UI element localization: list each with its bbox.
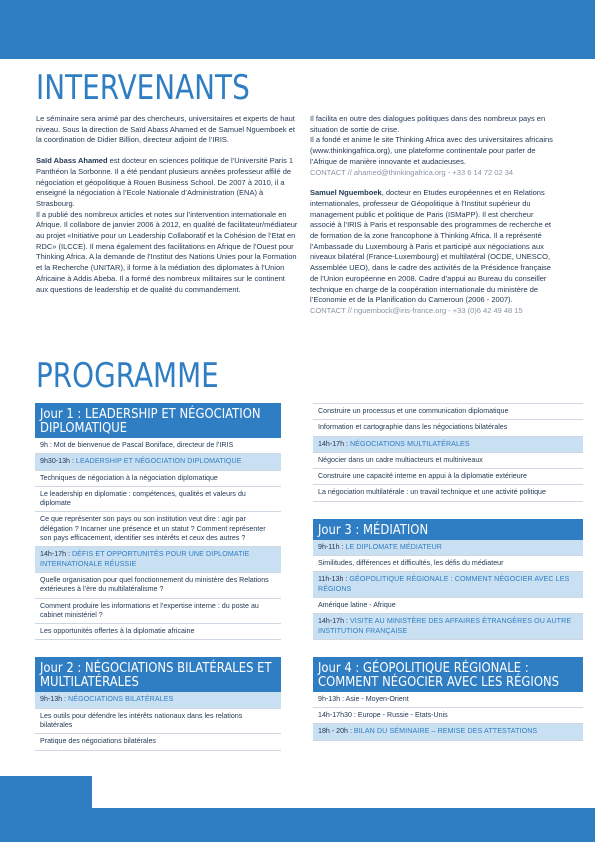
- session-title: LE DIPLOMATE MÉDIATEUR: [345, 542, 443, 551]
- paragraph: [310, 135, 560, 167]
- footer-strip: [0, 776, 92, 808]
- day-spacer: [313, 640, 583, 657]
- programme-row: [313, 469, 583, 485]
- row-text: Négocier dans un cadre multiacteurs et multiniveaux: [318, 455, 483, 464]
- session-title: GÉOPOLITIQUE RÉGIONALE : COMMENT NÉGOCIER AVEC LES RÉGIONS: [318, 575, 570, 593]
- day-block: [313, 519, 583, 640]
- paragraph: [310, 114, 560, 135]
- paragraph-gap: [36, 146, 298, 156]
- programme-row: [35, 599, 281, 625]
- day-header: [35, 657, 281, 692]
- row-text: 9h : Mot de bienvenue de Pascal Boniface, directeur de l’IRIS: [40, 441, 234, 449]
- programme-row: [35, 512, 281, 547]
- day-header: [313, 519, 583, 540]
- session-title: BILAN DU SÉMINAIRE – REMISE DES ATTESTATIONS: [353, 727, 538, 736]
- contact-line: CONTACT // nguembock@iris-france.org - +33 (0)6 42 49 48 15: [310, 305, 523, 315]
- day-title: Jour 3 : MÉDIATION: [318, 521, 429, 538]
- contact-line: CONTACT // ahamed@thinkingafrica.org - +33 6 14 72 02 34: [310, 167, 514, 177]
- session-row: [313, 614, 583, 640]
- day-spacer: [313, 502, 583, 519]
- programme-row: [313, 453, 583, 469]
- row-text: Techniques de négociation à la négociation diplomatique: [40, 473, 218, 482]
- programme-row: [313, 708, 583, 724]
- row-text: 14h-17h30 : Europe - Russie - Etats-Unis: [318, 711, 448, 720]
- paragraph-gap: [310, 178, 560, 188]
- programme-row: [35, 709, 281, 735]
- row-text: La négociation multilatérale : un travail technique et une activité politique: [318, 488, 546, 497]
- row-text: Quelle organisation pour quel fonctionnement du ministère des Relations extérieures à l’ère du multilatéralisme ?: [40, 575, 269, 594]
- row-text: Pratique des négociations bilatérales: [40, 737, 156, 746]
- paragraph-text: Il a fondé et anime le site Thinking Africa avec des universitaires africains (www.thinkingafrica.org), une plateforme continentale pour parler de l’Afrique de manière innovante et audacieuses.: [310, 135, 553, 166]
- paragraph-text: Le séminaire sera animé par des chercheurs, universitaires et experts de haut niveau. Sous la direction de Saïd Abass Ahamed et de Samuel Nguemboek et la coordination de Didier Billion, directeur adjoint de l’IRIS.: [36, 114, 295, 145]
- session-time: 18h - 20h :: [318, 727, 354, 736]
- session-time: 9h30-13h :: [40, 457, 76, 466]
- row-text: Ce que représenter son pays ou son institution veut dire : agir par délégation ? Incarner une présence et un statut ? Comment représenter son pays efficacement, identifier ses intérêts et ceux des autres ?: [40, 515, 266, 543]
- programme-row: [313, 420, 583, 436]
- session-title: NÉGOCIATIONS BILATÉRALES: [68, 695, 174, 704]
- programme-right-column: [313, 403, 583, 741]
- row-text: Construire un processus et une communication diplomatique: [318, 407, 509, 415]
- session-time: 9h-13h :: [40, 695, 69, 704]
- day-block: [35, 657, 281, 750]
- programme-left-column: [35, 403, 281, 751]
- row-text: Les outils pour défendre les intérêts nationaux dans les relations bilatérales: [40, 711, 243, 730]
- programme-row: [35, 487, 281, 513]
- row-text: Comment produire les informations et l’expertise interne : du poste au cabinet ministériel ?: [40, 601, 259, 619]
- session-row: [313, 437, 583, 453]
- speaker-name: Samuel Nguemboek: [310, 188, 382, 198]
- paragraph: [36, 156, 298, 210]
- programme-row: [313, 692, 583, 708]
- paragraph-text: , docteur en Etudes européennes et en Relations internationales, professeur de Géopolitique à l’Institut supérieur du management public et politique de Paris (ISMaPP). Il est chercheur associé à l’IRIS à Paris et responsable des programmes de recherche et de formation de la zone francophone à Thinking Africa. Il a représenté l’Ambassade du Luxembourg à Paris et participé aux négociations aux niveaux bilatéral (France-Luxembourg) et multilatéral (OCDE, UNESCO, Assemblée UEO), dans le cadre des activités de la Présidence française de l’Union européenne en 2008. Cadre d’appui au Bureau du conseiller technique en charge de la coopération internationale du ministère de l’Economie et de la Planification du Cameroun (2006 - 2007).: [310, 188, 551, 305]
- row-text: Similitudes, différences et difficultés, les défis du médiateur: [318, 559, 504, 568]
- day-block: [313, 657, 583, 741]
- session-row: [35, 547, 281, 573]
- row-text: Construire une capacité interne en appui à la diplomatie extérieure: [318, 472, 527, 481]
- session-row: [35, 692, 281, 708]
- day-title: Jour 4 : GÉOPOLITIQUE RÉGIONALE : COMMENT NÉGOCIER AVEC LES RÉGIONS: [318, 659, 560, 690]
- row-text: Amérique latine - Afrique: [318, 600, 396, 609]
- intervenants-left-column: [36, 114, 298, 295]
- session-title: DÉFIS ET OPPORTUNITÉS POUR UNE DIPLOMATIE INTERNATIONALE RÉUSSIE: [40, 550, 250, 568]
- intervenants-right-column: [310, 114, 560, 317]
- programme-row: [35, 734, 281, 750]
- session-title: VISITE AU MINISTÈRE DES AFFAIRES ÉTRANGÈRES OU AUTRE INSTITUTION FRANÇAISE: [318, 617, 572, 635]
- row-text: 9h-13h : Asie - Moyen-Orient: [318, 694, 409, 703]
- paragraph: [36, 210, 298, 296]
- paragraph: [310, 188, 560, 306]
- session-title: LEADERSHIP ET NÉGOCIATION DIPLOMATIQUE: [75, 457, 242, 466]
- session-row: [35, 454, 281, 470]
- day-title: Jour 1 : LEADERSHIP ET NÉGOCIATION DIPLOMATIQUE: [40, 406, 261, 436]
- programme-row: [313, 598, 583, 614]
- footer-band: [0, 808, 595, 842]
- paragraph-text: Il facilita en outre des dialogues politiques dans des nombreux pays en situation de sortie de crise.: [310, 114, 546, 134]
- session-row: [313, 724, 583, 740]
- paragraph: [36, 114, 298, 146]
- day-block: [35, 403, 281, 640]
- session-row: [313, 540, 583, 556]
- paragraph-text: est docteur en sciences politique de l’Université Paris 1 Panthéon la Sorbonne. Il a été pendant plusieurs années professeur affilé de négociation et géopolitique à Rouen Business School. De 2007 à 2010, il a enseigné la négociation à l’Ecole Nationale d’Administration (ENA) à Strasbourg.: [36, 156, 294, 208]
- programme-row: [35, 471, 281, 487]
- day-header: [313, 657, 583, 692]
- programme-row: [313, 485, 583, 501]
- programme-row: [35, 624, 281, 640]
- day-2-continued: [313, 403, 583, 502]
- session-time: 14h-17h :: [318, 439, 350, 448]
- section-title-intervenants: INTERVENANTS: [36, 68, 250, 108]
- programme-row: [35, 573, 281, 599]
- day-spacer: [35, 640, 281, 657]
- row-text: Le leadership en diplomatie : compétences, qualités et valeurs du diplomate: [40, 489, 246, 508]
- session-title: NÉGOCIATIONS MULTILATÉRALES: [349, 439, 470, 448]
- header-band: [0, 0, 595, 59]
- programme-row: [313, 556, 583, 572]
- day-header: [35, 403, 281, 438]
- session-time: 11h-13h :: [318, 575, 350, 584]
- speaker-name: Saïd Abass Ahamed: [36, 156, 108, 166]
- session-row: [313, 572, 583, 598]
- row-text: Information et cartographie dans les négociations bilatérales: [318, 423, 508, 432]
- paragraph-text: Il a publié des nombreux articles et notes sur l’intervention internationale en Afrique. Il collabore de janvier 2006 à 2012, en qualité de facilitateur/médiateur au projet «Initiative pour un Leadership Collaboratif et la Cohésion de l’Etat en RDC» (ILCCE). Il mena également des facilitations en Afrique de l’Ouest pour Thinking Africa. A la demande de l’Institut des Nations Unies pour la Formation et la Recherche (UNITAR), il forme à la médiation des diplomates à l’Union Africaine à Addis Abeba. Il a formé des nombreux militaires sur le continent aux questions de leadership et de qualité du commandement.: [36, 209, 298, 294]
- section-title-programme: PROGRAMME: [36, 356, 219, 396]
- day-title: Jour 2 : NÉGOCIATIONS BILATÉRALES ET MULTILATÉRALES: [40, 660, 272, 691]
- session-time: 9h-11h :: [318, 542, 346, 551]
- row-text: Les opportunités offertes à la diplomatie africaine: [40, 627, 195, 636]
- programme-row: [313, 403, 583, 420]
- session-time: 14h-17h :: [40, 550, 72, 559]
- session-time: 14h-17h :: [318, 617, 350, 626]
- programme-row: [35, 438, 281, 454]
